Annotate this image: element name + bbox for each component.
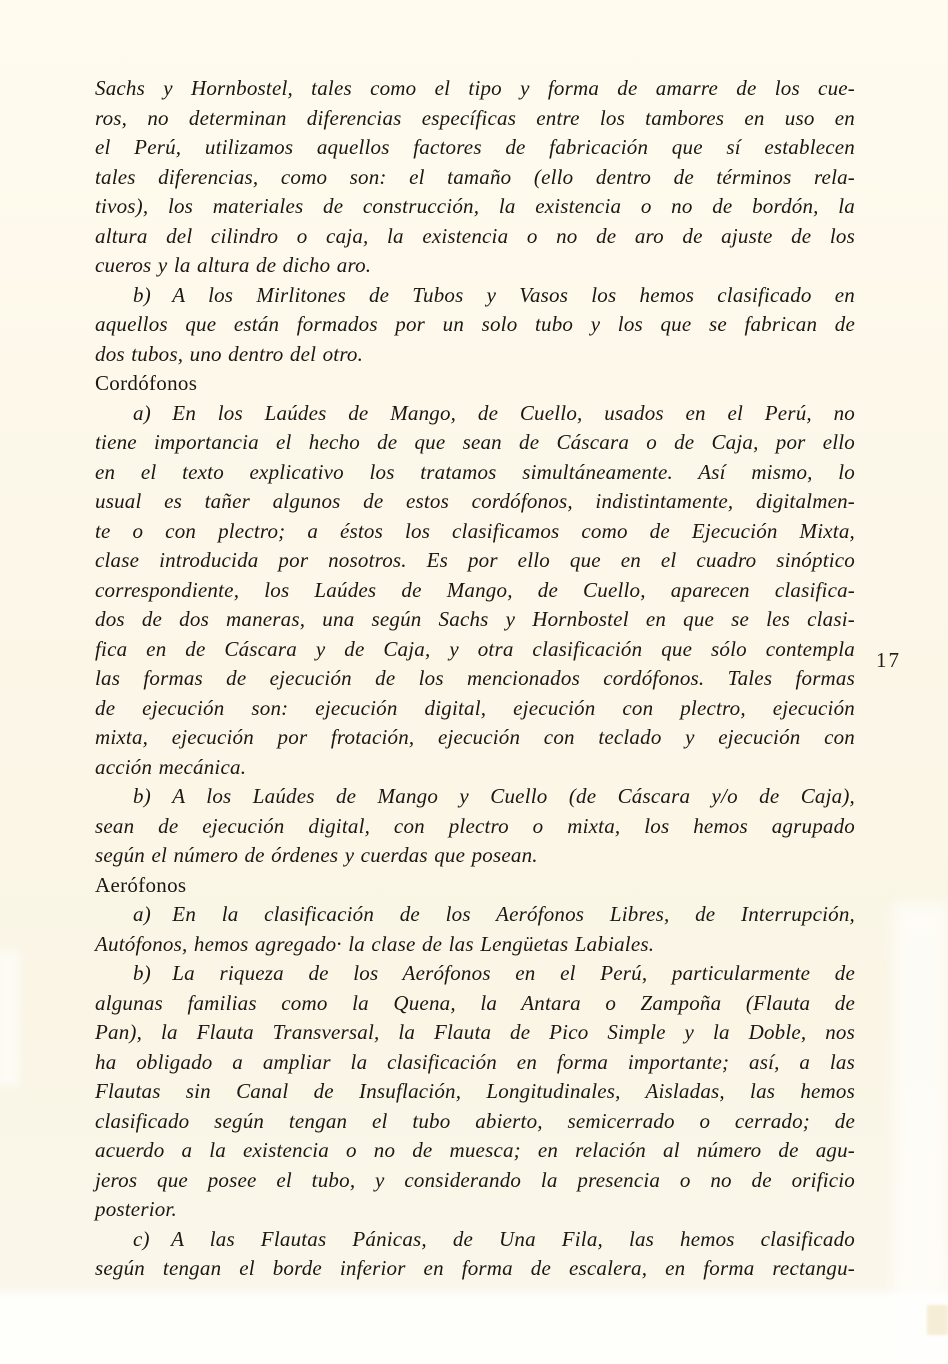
text-line: aquellos que están formados por un solo tubo y los que se fabrican de xyxy=(95,312,855,336)
section-heading-aerofonos: Aerófonos xyxy=(95,872,187,897)
text-line: el Perú, utilizamos aquellos factores de fabricación que sí establecen xyxy=(95,135,855,159)
text-line: posterior. xyxy=(95,1197,177,1221)
text-line: Sachs y Hornbostel, tales como el tipo y forma de amarre de los cue- xyxy=(95,76,855,100)
text-line: usual es tañer algunos de estos cordófonos, indistintamente, digitalmen- xyxy=(95,489,855,513)
text-line: jeros que posee el tubo, y considerando la presencia o no de orificio xyxy=(95,1167,855,1192)
text-line: clase introducida por nosotros. Es por ello que en el cuadro sinóptico xyxy=(95,548,855,572)
text-line: según el número de órdenes y cuerdas que posean. xyxy=(95,843,538,867)
text-line: en el texto explicativo los tratamos simultáneamente. Así mismo, lo xyxy=(95,459,855,484)
scan-shading-left xyxy=(0,950,20,1086)
text-line: dos tubos, uno dentro del otro. xyxy=(95,341,364,366)
text-line: fica en de Cáscara y de Caja, y otra clasificación que sólo contempla xyxy=(95,636,855,661)
scan-shading-bottom xyxy=(0,1292,948,1364)
text-line: según tengan el borde inferior en forma de escalera, en forma rectangu- xyxy=(95,1256,855,1280)
section-heading-cordofonos: Cordófonos xyxy=(95,371,198,395)
text-line: Pan), la Flauta Transversal, la Flauta de Pico Simple y la Doble, nos xyxy=(95,1020,855,1044)
text-line: las formas de ejecución de los mencionados cordófonos. Tales formas xyxy=(95,666,855,690)
text-column xyxy=(95,74,855,1284)
text-line: tiene importancia el hecho de que sean de Cáscara o de Caja, por ello xyxy=(95,430,855,454)
page-number: 17 xyxy=(876,648,901,672)
text-line: b) A los Mirlitones de Tubos y Vasos los hemos clasificado en xyxy=(133,282,855,307)
text-line: b) La riqueza de los Aerófonos en el Perú, particularmente de xyxy=(133,961,855,985)
text-line: ros, no determinan diferencias específicas entre los tambores en uso en xyxy=(95,105,855,130)
text-line: a) En la clasificación de los Aerófonos Libres, de Interrupción, xyxy=(133,902,855,926)
text-line: de ejecución son: ejecución digital, ejecución con plectro, ejecución xyxy=(95,695,855,720)
text-line: ha obligado a ampliar la clasificación en forma importante; así, a las xyxy=(95,1049,855,1074)
scan-shading-right xyxy=(893,903,948,1364)
text-line: sean de ejecución digital, con plectro o mixta, los hemos agrupado xyxy=(95,813,855,838)
text-line: Flautas sin Canal de Insuflación, Longitudinales, Aisladas, las hemos xyxy=(95,1079,855,1103)
text-line: c) A las Flautas Pánicas, de Una Fila, las hemos clasificado xyxy=(133,1226,855,1251)
text-line: b) A los Laúdes de Mango y Cuello (de Cáscara y/o de Caja), xyxy=(133,784,855,808)
text-line: cueros y la altura de dicho aro. xyxy=(95,253,372,277)
scan-paper-patch xyxy=(927,1305,948,1335)
text-line: dos de dos maneras, una según Sachs y Hornbostel en que se les clasi- xyxy=(95,607,855,631)
text-line: altura del cilindro o caja, la existencia o no de aro de ajuste de los xyxy=(95,223,855,248)
text-line: a) En los Laúdes de Mango, de Cuello, usados en el Perú, no xyxy=(133,400,855,425)
text-line: algunas familias como la Quena, la Antara o Zampoña (Flauta de xyxy=(95,990,855,1015)
text-line: correspondiente, los Laúdes de Mango, de Cuello, aparecen clasifica- xyxy=(95,577,855,602)
text-line: mixta, ejecución por frotación, ejecución con teclado y ejecución con xyxy=(95,725,855,749)
text-line: tivos), los materiales de construcción, la existencia o no de bordón, la xyxy=(95,194,855,218)
text-line: acción mecánica. xyxy=(95,754,247,779)
text-line: te o con plectro; a éstos los clasificamos como de Ejecución Mixta, xyxy=(95,518,855,543)
text-line: Autófonos, hemos agregado· la clase de las Lengüetas Labiales. xyxy=(95,931,655,956)
text-line: clasificado según tengan el tubo abierto, semicerrado o cerrado; de xyxy=(95,1108,855,1133)
text-line: acuerdo a la existencia o no de muesca; en relación al número de agu- xyxy=(95,1138,855,1162)
text-line: tales diferencias, como son: el tamaño (ello dentro de términos rela- xyxy=(95,164,855,189)
